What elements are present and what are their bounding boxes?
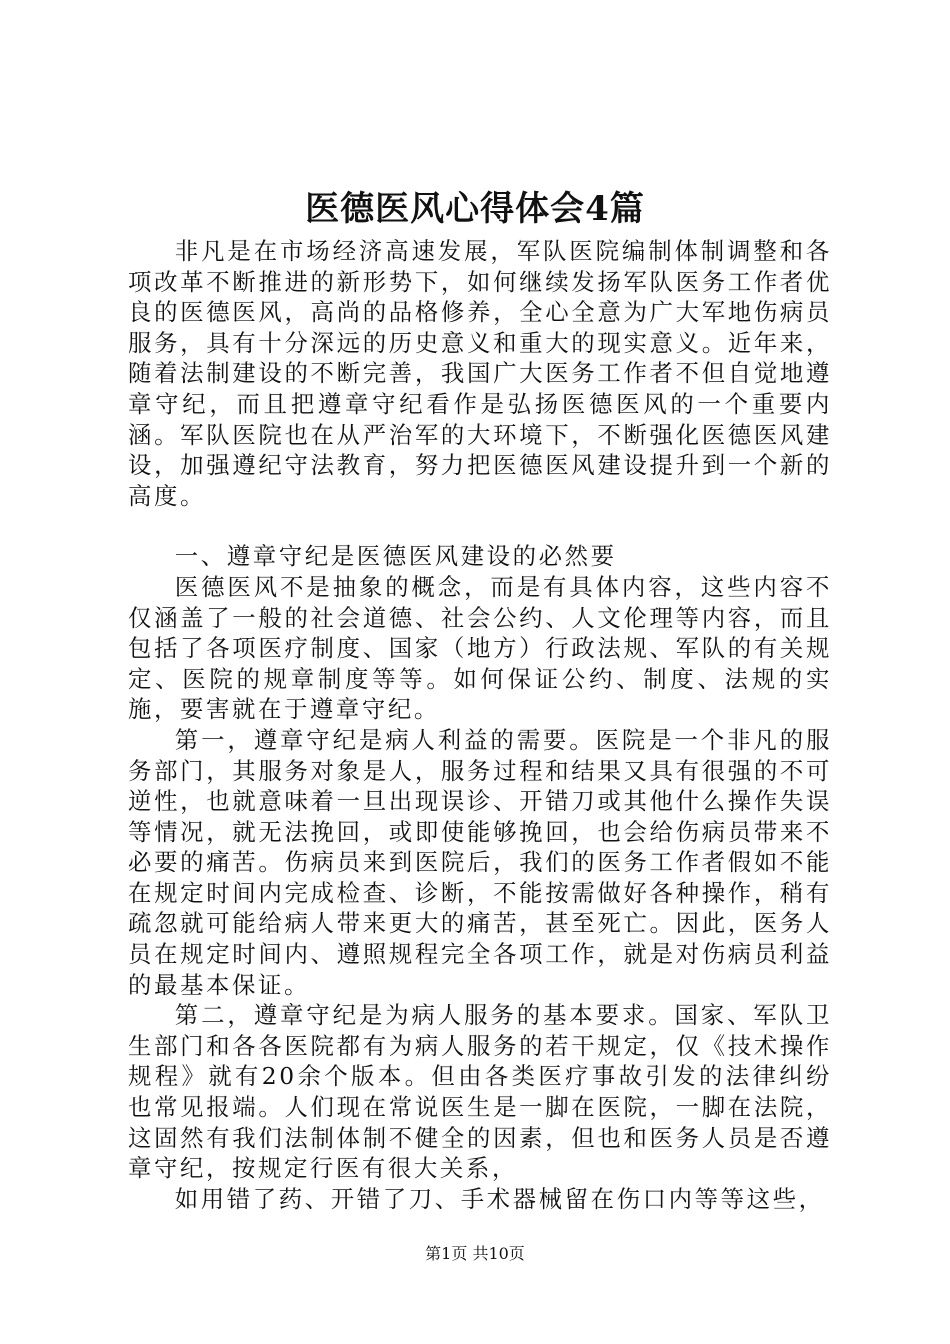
document-title: 医德医风心得体会4篇	[305, 189, 645, 229]
body-paragraph: 第一，遵章守纪是病人利益的需要。医院是一个非凡的服务部门，其服务对象是人，服务过程和结果又具有很强的不可逆性，也就意味着一旦出现误诊、开错刀或其他什么操作失误等情况，就无法挽回，或即使能够挽回，也会给伤病员带来不必要的痛苦。伤病员来到医院后，我们的医务工作者假如不能在规定时间内完成检查、诊断，不能按需做好各种操作，稍有疏忽就可能给病人带来更大的痛苦，甚至死亡。因此，医务人员在规定时间内、遵照规程完全各项工作，就是对伤病员利益的最基本保证。	[128, 725, 832, 999]
paragraph-spacer	[128, 511, 832, 541]
document-body	[128, 236, 832, 1214]
body-paragraph: 医德医风不是抽象的概念，而是有具体内容，这些内容不仅涵盖了一般的社会道德、社会公约、人文伦理等内容，而且包括了各项医疗制度、国家（地方）行政法规、军队的有关规定、医院的规章制度等等。如何保证公约、制度、法规的实施，要害就在于遵章守纪。	[128, 572, 832, 724]
body-paragraph: 第二，遵章守纪是为病人服务的基本要求。国家、军队卫生部门和各各医院都有为病人服务的若干规定，仅《技术操作规程》就有20余个版本。但由各类医疗事故引发的法律纠纷也常见报端。人们现在常说医生是一脚在医院，一脚在法院，这固然有我们法制体制不健全的因素，但也和医务人员是否遵章守纪，按规定行医有很大关系，	[128, 1001, 832, 1183]
section-heading: 一、遵章守纪是医德医风建设的必然要	[174, 542, 617, 571]
page-number-footer: 第1页 共10页	[425, 1244, 525, 1263]
intro-paragraph: 非凡是在市场经济高速发展，军队医院编制体制调整和各项改革不断推进的新形势下，如何继续发扬军队医务工作者优良的医德医风，高尚的品格修养，全心全意为广大军地伤病员服务，具有十分深远的历史意义和重大的现实意义。近年来，随着法制建设的不断完善，我国广大医务工作者不但自觉地遵章守纪，而且把遵章守纪看作是弘扬医德医风的一个重要内涵。军队医院也在从严治军的大环境下，不断强化医德医风建设，加强遵纪守法教育，努力把医德医风建设提升到一个新的高度。	[128, 237, 832, 510]
body-paragraph: 如用错了药、开错了刀、手术器械留在伤口内等等这些，	[174, 1184, 825, 1213]
